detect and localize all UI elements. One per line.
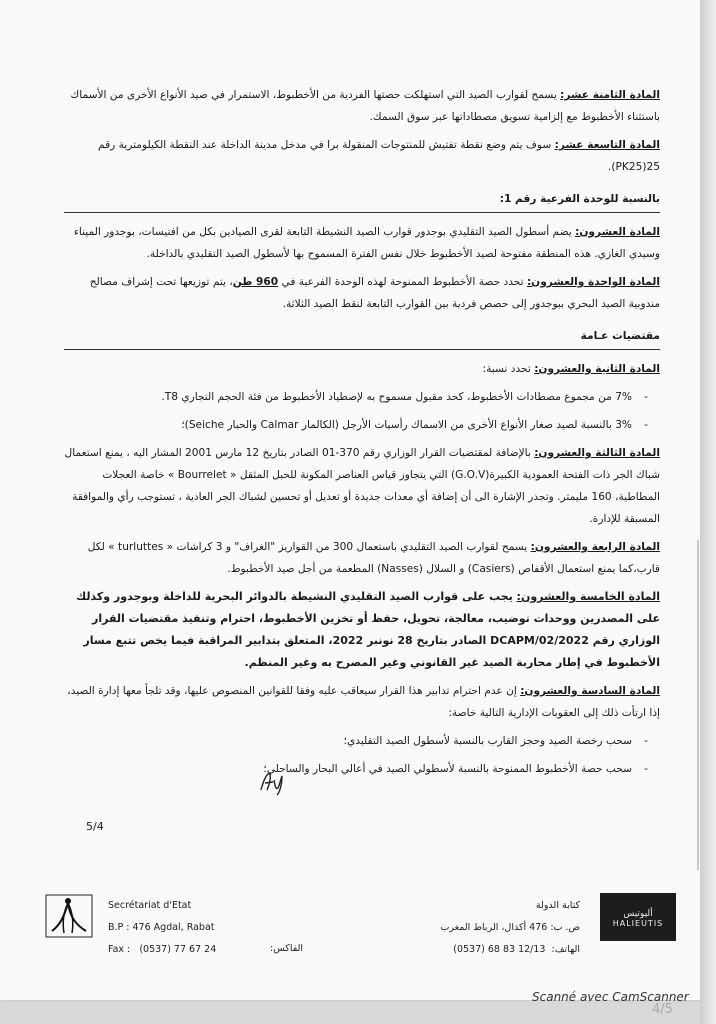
article-22-bullet-2: - 3% بالنسبة لصيد صغار الأنواع الأخرى من الاسماك رأسيات الأرجل (الكالمار Calmar والحبار Seiche)؛ [64, 414, 660, 436]
footer-arabic-address [440, 895, 580, 961]
footer-fr-fax [108, 939, 216, 961]
footer-fr-fax-number: (0537) 77 67 24 [139, 944, 217, 955]
article-23 [64, 442, 660, 530]
footer-ar-line1: كتابة الدولة [535, 900, 580, 911]
footer-ar-phone-number: (0537) 68 83 12/13 [453, 944, 546, 955]
article-24-text: يسمح لقوارب الصيد التقليدي باستعمال 300 من القواريز "الغراف" و 3 كراشات « turluttes » لكل قارب،كما يمنع استعمال الأقفاص (Casiers) و السلال (Nasses) المطعمة من أجل صيد الأخطبوط. [87, 541, 660, 575]
footer-ar-phone [440, 939, 580, 961]
article-22-bullet-1: - 7% من مجموع مصطادات الأخطبوط، كحد مقبول مسموح به لإصطياد الأخطبوط من فئة الحجم التجاري T8. [64, 386, 660, 408]
article-21-title: المادة الواحدة والعشرون: [526, 276, 660, 288]
footer-fr-fax-label: Fax : [108, 944, 131, 955]
side-rule [697, 540, 699, 870]
halieutis-logo-ar: أليوتيس [623, 909, 653, 919]
article-18 [64, 84, 660, 128]
handwritten-signature [258, 768, 288, 800]
sub-unit-heading: بالنسبة للوحدة الفرعية رقم 1: [499, 193, 660, 205]
article-19-title: المادة التاسعة عشر: [554, 139, 660, 151]
article-20-text: يضم أسطول الصيد التقليدي بوجدور قوارب الصيد النشيطة التابعة لقرى الصيادين بكل من افتيسات، بوجدور الميناء وسيدي الغازي. هذه المنطقة مفتوحة لصيد الأخطبوط خلال نفس الفترة المسموح بها لأسطول الصيد التقليدي بالداخلة. [73, 226, 660, 260]
article-19 [64, 134, 660, 178]
footer-fr-line2: B.P : 476 Agdal, Rabat [108, 922, 215, 933]
scanner-page-number: 4/5 [652, 1002, 673, 1017]
article-22 [64, 358, 660, 380]
article-25-text: يجب على قوارب الصيد التقليدي النشيطة بالدوائر البحرية للداخلة وبوجدور وكذلك على المصدرين ووحدات توضيب، معالجة، تحويل، حفظ أو تخزين الأخطبوط، احترام وتنفيذ مقتضيات القرار الوزاري رقم 2022/DCAPM/02 الصادر بتاريخ 28 نونبر 2022، المتعلق بتدابير المراقبة فيما يخص تتبع مسار الأخطبوط في إطار محاربة الصيد غير القانوني وغير المصرح به وغير المنظم. [76, 590, 660, 669]
article-23-text: بالإضافة لمقتضيات القرار الوزاري رقم 370-01 الصادر بتاريخ 12 مارس 2001 المشار اليه ، يمنع استعمال شباك الجر ذات الفتحة العمودية الكبيرة(G.O.V) التي يتجاوز قياس العناصر المكونة للحبل المثقل « Bourrelet » خاصة العجلات المطاطية، 160 مليمتر. وتجدر الإشارة الى أن إضافة أي معدات جديدة أو تعديل أو تحسين لشباك الجر العادية ، تستوجب رأي والموافقة المسبقة للإدارة. [64, 447, 660, 525]
divider [64, 349, 660, 350]
scanner-watermark: Scanné avec CamScanner [532, 990, 689, 1004]
footer-ar-fax [270, 943, 303, 954]
general-provisions-heading: مقتضيات عـامة [580, 330, 660, 342]
footer-fr-line1: Secrétariat d'Etat [108, 900, 192, 911]
article-25-title: المادة الخامسة والعشرون: [516, 590, 660, 603]
article-21-quota: 960 طن [232, 276, 279, 288]
footer-french-address [108, 895, 216, 961]
ministry-emblem-icon [42, 891, 96, 941]
document-body [64, 84, 660, 786]
article-24 [64, 536, 660, 580]
article-20 [64, 221, 660, 265]
article-19-text: سوف يتم وضع نقطة تفتيش للمنتوجات المنقولة برا في مدخل مدينة الداخلة عند النقطة الكيلومترية رقم 25(PK25). [98, 139, 660, 173]
article-22-title: المادة الثانية والعشرون: [534, 363, 660, 375]
article-25 [64, 586, 660, 674]
article-21-text-pre: تحدد حصة الأخطبوط الممنوحة لهذه الوحدة الفرعية في [281, 276, 524, 288]
article-21-text-post: ، يتم توزيعها تحت إشراف مصالح مندوبية الصيد البحري ببوجدور إلى حصص فردية بين القوارب التابعة لنقط الصيد الثلاثة. [89, 276, 660, 310]
article-26-text: إن عدم احترام تدابير هذا القرار سيعاقب عليه وفقا للقوانين المنصوص عليها، وقد تلجأ معها إدارة الصيد، إذا ارتأت ذلك إلى العقوبات الإدارية التالية خاصة: [67, 685, 660, 719]
article-22-text: تحدد نسبة: [482, 363, 531, 375]
halieutis-logo-en: HALIEUTIS [612, 919, 664, 928]
article-20-title: المادة العشرون: [575, 226, 660, 238]
page-edge [700, 0, 716, 1024]
article-26 [64, 680, 660, 724]
divider [64, 212, 660, 213]
article-26-bullet-2: - سحب حصة الأخطبوط الممنوحة بالنسبة لأسطولي الصيد في أعالي البحار والساحلي؛ [64, 758, 660, 780]
footer-ar-fax-label: الفاكس: [270, 943, 304, 954]
article-24-title: المادة الرابعة والعشرون: [530, 541, 660, 553]
article-18-text: يسمح لقوارب الصيد التي استهلكت حصتها الفردية من الأخطبوط، الاستمرار في صيد الأنواع الأخرى من الأسماك باستثناء الأخطبوط مع إلزامية تسويق مصطاداتها عبر سوق السمك. [70, 89, 660, 123]
footer-ar-line2: ص. ب: 476 أكدال، الرباط المغرب [440, 922, 580, 933]
letterhead-footer [0, 885, 700, 975]
page-number: 5/4 [86, 820, 104, 833]
footer-ar-phone-label: الهاتف: [551, 944, 580, 955]
article-23-title: المادة الثالثة والعشرون: [534, 447, 660, 459]
article-26-bullet-1: - سحب رخصة الصيد وحجز القارب بالنسبة لأسطول الصيد التقليدي؛ [64, 730, 660, 752]
article-26-title: المادة السادسة والعشرون: [520, 685, 660, 697]
halieutis-logo-icon [600, 893, 676, 941]
article-21 [64, 271, 660, 315]
article-18-title: المادة الثامنة عشر: [560, 89, 660, 101]
